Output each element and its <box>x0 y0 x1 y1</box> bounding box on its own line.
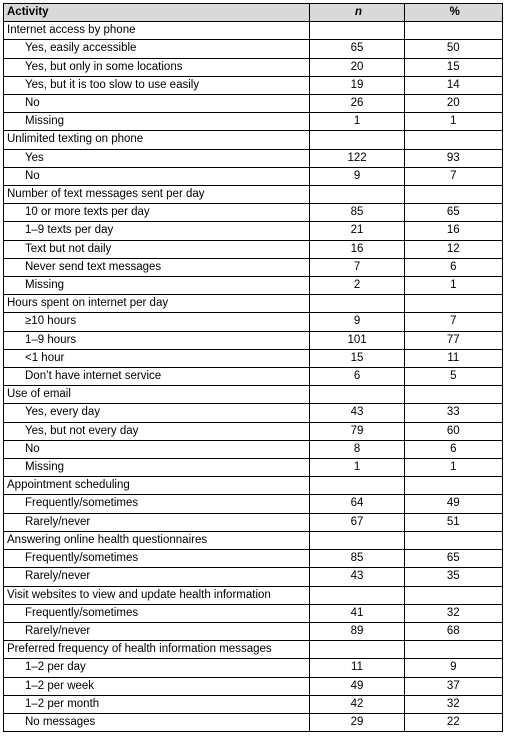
row-percent: 32 <box>404 604 502 622</box>
table-row <box>4 622 503 640</box>
row-label: Frequently/sometimes <box>4 604 310 622</box>
row-n: 19 <box>310 76 404 94</box>
section-pct-empty <box>404 22 502 40</box>
row-label: Missing <box>4 277 310 295</box>
table-row <box>4 95 503 113</box>
row-percent: 93 <box>404 149 502 167</box>
section-title: Internet access by phone <box>4 22 310 40</box>
header-n: n <box>310 4 404 22</box>
row-n: 8 <box>310 440 404 458</box>
row-n: 21 <box>310 222 404 240</box>
row-percent: 60 <box>404 422 502 440</box>
row-label: 10 or more texts per day <box>4 204 310 222</box>
row-label: Text but not daily <box>4 240 310 258</box>
row-percent: 15 <box>404 58 502 76</box>
row-label: <1 hour <box>4 349 310 367</box>
table-row <box>4 459 503 477</box>
table-row <box>4 113 503 131</box>
section-title: Unlimited texting on phone <box>4 131 310 149</box>
table-row <box>4 258 503 276</box>
row-label: Don’t have internet service <box>4 368 310 386</box>
table-row <box>4 495 503 513</box>
row-label: 1–2 per month <box>4 695 310 713</box>
row-label: Yes, easily accessible <box>4 40 310 58</box>
row-label: Frequently/sometimes <box>4 495 310 513</box>
row-n: 6 <box>310 368 404 386</box>
row-label: Never send text messages <box>4 258 310 276</box>
row-percent: 22 <box>404 713 502 731</box>
table-row <box>4 58 503 76</box>
row-n: 29 <box>310 713 404 731</box>
section-row <box>4 586 503 604</box>
section-n-empty <box>310 131 404 149</box>
table-row <box>4 277 503 295</box>
row-label: Rarely/never <box>4 622 310 640</box>
row-percent: 14 <box>404 76 502 94</box>
row-n: 7 <box>310 258 404 276</box>
row-percent: 32 <box>404 695 502 713</box>
section-n-empty <box>310 22 404 40</box>
row-label: Missing <box>4 113 310 131</box>
row-label: Yes, but it is too slow to use easily <box>4 76 310 94</box>
row-percent: 65 <box>404 550 502 568</box>
section-row <box>4 641 503 659</box>
table-row <box>4 204 503 222</box>
row-label: 1–2 per day <box>4 659 310 677</box>
row-percent: 51 <box>404 513 502 531</box>
row-label: Yes, every day <box>4 404 310 422</box>
table-row <box>4 513 503 531</box>
table-row <box>4 422 503 440</box>
row-percent: 11 <box>404 349 502 367</box>
section-pct-empty <box>404 586 502 604</box>
row-percent: 50 <box>404 40 502 58</box>
row-n: 20 <box>310 58 404 76</box>
section-title: Hours spent on internet per day <box>4 295 310 313</box>
row-label: No <box>4 95 310 113</box>
section-n-empty <box>310 186 404 204</box>
row-percent: 65 <box>404 204 502 222</box>
section-n-empty <box>310 641 404 659</box>
row-label: 1–2 per week <box>4 677 310 695</box>
section-pct-empty <box>404 531 502 549</box>
row-n: 122 <box>310 149 404 167</box>
row-n: 43 <box>310 404 404 422</box>
row-n: 26 <box>310 95 404 113</box>
row-percent: 7 <box>404 167 502 185</box>
section-pct-empty <box>404 186 502 204</box>
row-percent: 6 <box>404 258 502 276</box>
table-row <box>4 368 503 386</box>
row-n: 85 <box>310 204 404 222</box>
section-row <box>4 477 503 495</box>
section-n-empty <box>310 531 404 549</box>
section-title: Visit websites to view and update health information <box>4 586 310 604</box>
row-percent: 20 <box>404 95 502 113</box>
section-row <box>4 131 503 149</box>
table-row <box>4 40 503 58</box>
row-percent: 5 <box>404 368 502 386</box>
row-label: Yes, but not every day <box>4 422 310 440</box>
table-row <box>4 76 503 94</box>
row-percent: 1 <box>404 113 502 131</box>
row-n: 89 <box>310 622 404 640</box>
table-row <box>4 659 503 677</box>
table-row <box>4 313 503 331</box>
section-row <box>4 531 503 549</box>
table-row <box>4 677 503 695</box>
section-pct-empty <box>404 295 502 313</box>
row-label: Yes <box>4 149 310 167</box>
row-percent: 35 <box>404 568 502 586</box>
header-row <box>4 4 503 22</box>
table-row <box>4 149 503 167</box>
table-row <box>4 404 503 422</box>
section-row <box>4 22 503 40</box>
row-n: 15 <box>310 349 404 367</box>
row-label: Frequently/sometimes <box>4 550 310 568</box>
row-n: 41 <box>310 604 404 622</box>
row-percent: 9 <box>404 659 502 677</box>
row-n: 16 <box>310 240 404 258</box>
row-percent: 6 <box>404 440 502 458</box>
row-n: 67 <box>310 513 404 531</box>
row-n: 64 <box>310 495 404 513</box>
activity-table <box>3 3 503 732</box>
row-label: Rarely/never <box>4 568 310 586</box>
table-row <box>4 713 503 731</box>
table-row <box>4 695 503 713</box>
table-row <box>4 222 503 240</box>
section-title: Use of email <box>4 386 310 404</box>
table-row <box>4 331 503 349</box>
row-label: No <box>4 167 310 185</box>
table-row <box>4 440 503 458</box>
section-row <box>4 295 503 313</box>
section-n-empty <box>310 295 404 313</box>
table-row <box>4 550 503 568</box>
row-label: No messages <box>4 713 310 731</box>
section-pct-empty <box>404 641 502 659</box>
row-percent: 33 <box>404 404 502 422</box>
row-n: 85 <box>310 550 404 568</box>
row-percent: 7 <box>404 313 502 331</box>
table-row <box>4 568 503 586</box>
section-n-empty <box>310 586 404 604</box>
row-n: 9 <box>310 313 404 331</box>
section-row <box>4 386 503 404</box>
row-percent: 1 <box>404 277 502 295</box>
row-n: 2 <box>310 277 404 295</box>
row-label: Rarely/never <box>4 513 310 531</box>
row-n: 1 <box>310 113 404 131</box>
row-n: 79 <box>310 422 404 440</box>
row-n: 65 <box>310 40 404 58</box>
section-pct-empty <box>404 386 502 404</box>
header-activity: Activity <box>4 4 310 22</box>
table-row <box>4 240 503 258</box>
section-title: Appointment scheduling <box>4 477 310 495</box>
row-label: ≥10 hours <box>4 313 310 331</box>
table-row <box>4 349 503 367</box>
section-row <box>4 186 503 204</box>
row-n: 1 <box>310 459 404 477</box>
section-pct-empty <box>404 131 502 149</box>
table-row <box>4 167 503 185</box>
header-percent: % <box>404 4 502 22</box>
row-percent: 37 <box>404 677 502 695</box>
section-n-empty <box>310 477 404 495</box>
section-pct-empty <box>404 477 502 495</box>
row-percent: 1 <box>404 459 502 477</box>
row-percent: 49 <box>404 495 502 513</box>
row-n: 49 <box>310 677 404 695</box>
row-n: 101 <box>310 331 404 349</box>
row-label: 1–9 hours <box>4 331 310 349</box>
table-body <box>4 22 503 732</box>
row-n: 42 <box>310 695 404 713</box>
row-label: Missing <box>4 459 310 477</box>
row-label: 1–9 texts per day <box>4 222 310 240</box>
row-percent: 68 <box>404 622 502 640</box>
section-title: Answering online health questionnaires <box>4 531 310 549</box>
row-n: 11 <box>310 659 404 677</box>
row-label: Yes, but only in some locations <box>4 58 310 76</box>
section-n-empty <box>310 386 404 404</box>
table-row <box>4 604 503 622</box>
row-n: 43 <box>310 568 404 586</box>
row-percent: 77 <box>404 331 502 349</box>
row-label: No <box>4 440 310 458</box>
section-title: Number of text messages sent per day <box>4 186 310 204</box>
row-n: 9 <box>310 167 404 185</box>
section-title: Preferred frequency of health information messages <box>4 641 310 659</box>
row-percent: 12 <box>404 240 502 258</box>
row-percent: 16 <box>404 222 502 240</box>
